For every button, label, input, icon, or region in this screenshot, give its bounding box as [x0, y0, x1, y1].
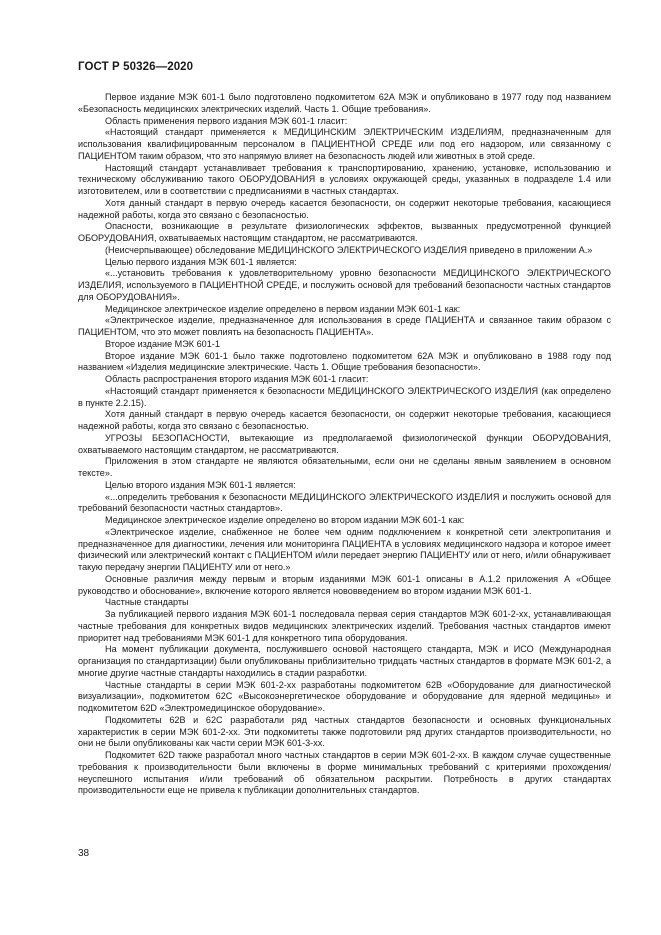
paragraph: За публикацией первого издания МЭК 601-1 последовала первая серия стандартов МЭК 601-2-хх, устанавливающая частные требования для конкретных видов медицинских электрических изделий. Требования частных стандартов имеют приоритет над требованиями МЭК 601-1 для конкретного типа оборудования. [78, 609, 611, 643]
paragraph: Целью второго издания МЭК 601-1 является: [105, 479, 296, 490]
paragraph: «...определить требования к безопасности МЕДИЦИНСКОГО ЭЛЕКТРИЧЕСКОГО ИЗДЕЛИЯ и послужить основой для требований безопасности частных стандартов». [78, 491, 611, 514]
paragraph: Частные стандарты в серии МЭК 601-2-хх разработаны подкомитетом 62В «Оборудование для диагностической визуализации», подкомитетом 62С «Высокоэнергетическое оборудование и оборудование для ядерной медицины» и подкомитетом 62D «Электромедицинское оборудование». [78, 679, 611, 713]
paragraph: Область применения первого издания МЭК 601-1 гласит: [105, 115, 348, 126]
paragraph: Подкомитеты 62В и 62С разработали ряд частных стандартов безопасности и основных функциональных характеристик в серии МЭК 601-2-хх. Эти подкомитеты также подготовили ряд других стандартов производительности, но они не были опубликованы как части серии МЭК 601-3-хх. [78, 714, 611, 749]
paragraph: Второе издание МЭК 601-1 было также подготовлено подкомитетом 62А МЭК и опубликовано в 1988 году под названием «Изделия медицинские электрические. Часть 1. Общие требования безопасности». [78, 350, 611, 373]
paragraph: «Электрическое изделие, предназначенное для использования в среде ПАЦИЕНТА и связанное таким образом с ПАЦИЕНТОМ, что это может повлиять на безопасность ПАЦИЕНТА». [78, 315, 611, 337]
document-body [78, 92, 611, 797]
paragraph: Медицинское электрическое изделие определено во втором издании МЭК 601-1 как: [105, 515, 465, 525]
document-header: ГОСТ Р 50326—2020 [78, 61, 194, 73]
paragraph: Медицинское электрическое изделие определено в первом издании МЭК 601-1 как: [105, 303, 461, 314]
paragraph: Первое издание МЭК 601-1 было подготовлено подкомитетом 62А МЭК и опубликовано в 1977 году под названием «Безопасность медицинских электрических изделий. Часть 1. Общие требования». [78, 92, 611, 114]
paragraph: Хотя данный стандарт в первую очередь касается безопасности, он содержит некоторые требования, касающиеся надежной работы, когда это связано с безопасностью. [78, 409, 611, 431]
paragraph: Хотя данный стандарт в первую очередь касается безопасности, он содержит некоторые требования, касающиеся надежной работы, когда это связано с безопасностью. [78, 197, 611, 220]
paragraph: На момент публикации документа, послужившего основой настоящего стандарта, МЭК и ИСО (Международная организация по стандартизации) были опубликованы приблизительно тридцать частных стандартов в формате МЭК 601-2, а многие другие частные стандарты находились в стадии разработки. [78, 644, 611, 678]
paragraph: Целью первого издания МЭК 601-1 является: [105, 256, 297, 267]
paragraph: Настоящий стандарт устанавливает требования к транспортированию, хранению, установке, использованию и техническому обслуживанию такого ОБОРУДОВАНИЯ в условиях окружающей среды, указанных в подразделе 1.4 или изготовителем, или в соответствии с предписаниями в частных стандартах. [78, 162, 611, 196]
page-number: 38 [78, 848, 90, 859]
paragraph: УГРОЗЫ БЕЗОПАСНОСТИ, вытекающие из предполагаемой физиологической функции ОБОРУДОВАНИЯ, охватываемого настоящим стандартом, не рассматриваются. [78, 432, 611, 455]
paragraph: Подкомитет 62D также разработал много частных стандартов в серии МЭК 601-2-хх. В каждом случае существенные требования к производительности были включены в форме минимальных требований с критериями прохождения/неуспешного испытания и/или требований об обязательном раскрытии. Потребность в других стандартах производительности еще не привела к публикации дополнительных стандартов. [78, 750, 611, 796]
paragraph: «Настоящий стандарт применяется к МЕДИЦИНСКИМ ЭЛЕКТРИЧЕСКИМ ИЗДЕЛИЯМ, предназначенным для использования квалифицированным персоналом в ПАЦИЕНТНОЙ СРЕДЕ или под его надзором, или связанному с ПАЦИЕНТОМ таким образом, что это напрямую влияет на безопасность людей или животных в этой среде. [78, 127, 611, 161]
paragraph: Область распространения второго издания МЭК 601-1 гласит: [105, 374, 369, 384]
paragraph: «Настоящий стандарт применяется к безопасности МЕДИЦИНСКОГО ЭЛЕКТРИЧЕСКОГО ИЗДЕЛИЯ (как определено в пункте 2.2.15). [78, 385, 611, 408]
section-heading: Второе издание МЭК 601-1 [105, 338, 220, 349]
section-heading: Частные стандарты [105, 597, 189, 608]
paragraph: «Электрическое изделие, снабженное не более чем одним подключением к конкретной сети электропитания и предназначенное для диагностики, лечения или мониторинга ПАЦИЕНТА в условиях медицинского надзора и которое имеет физический или электрический контакт с ПАЦИЕНТОМ и/или передает энергию ПАЦИЕНТУ или от него, и/или обнаруживает такую передачу энергии ПАЦИЕНТУ или от него.» [78, 526, 611, 572]
paragraph: «...установить требования к удовлетворительному уровню безопасности МЕДИЦИНСКОГО ЭЛЕКТРИЧЕСКОГО ИЗДЕЛИЯ, используемого в ПАЦИЕНТНОЙ СРЕДЕ, и послужить основой для требований безопасности частных стандартов для ОБОРУДОВАНИЯ». [78, 268, 611, 302]
paragraph: Опасности, возникающие в результате физиологических эффектов, вызванных предусмотренной функцией ОБОРУДОВАНИЯ, охватываемых настоящим стандартом, не рассматриваются. [78, 221, 611, 243]
paragraph: (Неисчерпывающее) обследование МЕДИЦИНСКОГО ЭЛЕКТРИЧЕСКОГО ИЗДЕЛИЯ приведено в приложении А.» [105, 244, 593, 255]
paragraph: Основные различия между первым и вторым изданиями МЭК 601-1 описаны в А.1.2 приложения А «Общее руководство и обоснование», включение которого является нововведением во втором издании МЭК 601-1. [78, 573, 611, 596]
paragraph: Приложения в этом стандарте не являются обязательными, если они не сделаны явным заявлением в основном тексте». [78, 456, 611, 478]
